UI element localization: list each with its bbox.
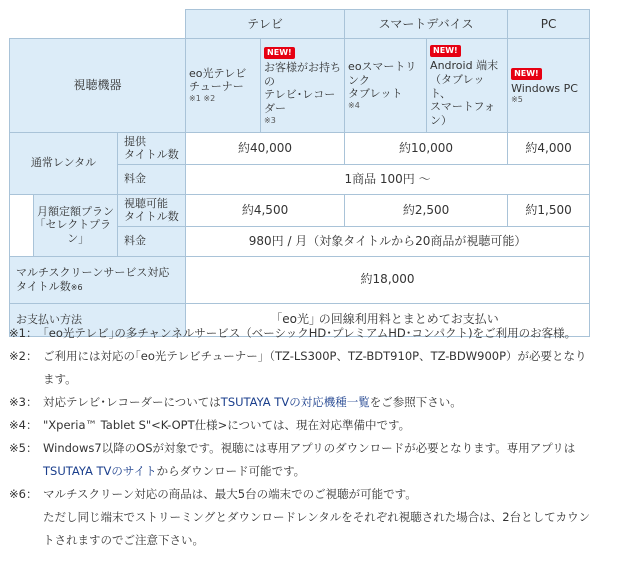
footnote-line: トされますのでご注意下さい。 bbox=[43, 533, 204, 547]
supported-devices-link[interactable]: TSUTAYA TVの対応機種一覧 bbox=[220, 395, 370, 409]
footnote-mark: ※1： bbox=[9, 326, 38, 340]
footnote-1 bbox=[9, 322, 637, 345]
footnote-text bbox=[43, 437, 637, 483]
device-eo-tv-tuner bbox=[186, 39, 261, 133]
monthly-price: 980円 / 月（対象タイトルから20商品が視聴可能） bbox=[186, 226, 590, 256]
device-note: ※5 bbox=[511, 95, 523, 105]
footnote-text-post: からダウンロード可能です。 bbox=[156, 464, 306, 478]
payment-label: お支払い方法 bbox=[10, 303, 186, 336]
multiscreen-label-cell bbox=[10, 256, 186, 303]
corner-blank bbox=[10, 10, 186, 39]
footnote-6 bbox=[9, 483, 637, 552]
device-name: Windows PC bbox=[511, 81, 578, 95]
regular-price: 1商品 100円 〜 bbox=[186, 164, 590, 194]
footnote-text: "Xperia™ Tablet S"<K-OPT仕様>については、現在対応準備中です。 bbox=[43, 418, 411, 432]
regular-titles-smart: 約10,000 bbox=[345, 132, 508, 164]
devices-label: 視聴機器 bbox=[10, 39, 186, 133]
new-badge: NEW! bbox=[264, 47, 295, 59]
device-name: eoスマートリンク タブレット bbox=[348, 59, 417, 101]
footnote-text bbox=[43, 483, 637, 552]
footnote-text-pre: 対応テレビ･レコーダーについては bbox=[43, 395, 221, 409]
footnote-line: マルチスクリーン対応の商品は、最大5台の端末でのご視聴が可能です。 bbox=[43, 487, 417, 501]
footnote-mark: ※4： bbox=[9, 418, 38, 432]
rental-comparison-table bbox=[9, 9, 590, 337]
monthly-titles-smart: 約2,500 bbox=[345, 194, 508, 226]
multiscreen-value: 約18,000 bbox=[186, 256, 590, 303]
monthly-indent bbox=[10, 194, 34, 256]
footnote-5 bbox=[9, 437, 637, 483]
footnote-line: ます。 bbox=[43, 372, 77, 386]
footnote-text-post: をご参照下さい。 bbox=[369, 395, 462, 409]
footnote-2 bbox=[9, 345, 637, 391]
device-note: ※3 bbox=[264, 115, 276, 125]
device-name: お客様がお持ちの テレビ･レコーダー bbox=[264, 60, 342, 116]
new-badge: NEW! bbox=[511, 68, 542, 80]
footnote-4 bbox=[9, 414, 637, 437]
footnote-mark: ※3： bbox=[9, 395, 38, 409]
footnote-mark: ※6： bbox=[9, 487, 38, 501]
monthly-plan-label: 月額定額プラン ｢セレクトプラン｣ bbox=[34, 194, 118, 256]
new-badge: NEW! bbox=[430, 45, 461, 57]
regular-titles-tv: 約40,000 bbox=[186, 132, 345, 164]
footnote-line: ただし同じ端末でストリーミングとダウンロードレンタルをそれぞれ視聴された場合は、2台としてカウン bbox=[43, 510, 591, 524]
footnote-text: ｢eo光テレビ｣の多チャンネルサービス（ベーシックHD･プレミアムHD･コンパクト)をご利用のお客様。 bbox=[43, 326, 577, 340]
payment-value: ｢eo光｣ の回線利用料とまとめてお支払い bbox=[186, 303, 590, 336]
monthly-titles-label: 視聴可能 タイトル数 bbox=[118, 194, 186, 226]
device-note: ※1 ※2 bbox=[189, 94, 216, 104]
device-note: ※4 bbox=[348, 101, 360, 110]
monthly-titles-tv: 約4,500 bbox=[186, 194, 345, 226]
footnote-text bbox=[43, 391, 637, 414]
device-windows-pc bbox=[508, 39, 590, 133]
device-own-tv-recorder bbox=[261, 39, 345, 133]
device-name: Android 端末 （タブレット、 スマートフォン） bbox=[430, 59, 499, 127]
footnotes bbox=[9, 322, 637, 552]
multiscreen-note: ※6 bbox=[70, 282, 83, 292]
regular-titles-label: 提供 タイトル数 bbox=[118, 132, 186, 164]
header-smart-device: スマートデバイス bbox=[345, 10, 508, 39]
header-tv: テレビ bbox=[186, 10, 345, 39]
footnote-line: ご利用には対応の｢eo光テレビチューナー｣（TZ-LS300P、TZ-BDT910P、TZ-BDW900P）が必要となり bbox=[43, 349, 587, 363]
monthly-price-label: 料金 bbox=[118, 226, 186, 256]
device-eo-smartlink-tablet bbox=[345, 39, 427, 133]
regular-titles-pc: 約4,000 bbox=[508, 132, 590, 164]
multiscreen-label: マルチスクリーンサービス対応 タイトル数 bbox=[16, 266, 170, 293]
footnote-mark: ※2： bbox=[9, 349, 38, 363]
monthly-titles-pc: 約1,500 bbox=[508, 194, 590, 226]
device-android bbox=[427, 39, 508, 133]
tsutaya-tv-site-link[interactable]: TSUTAYA TVのサイト bbox=[43, 464, 157, 478]
header-pc: PC bbox=[508, 10, 590, 39]
footnote-mark: ※5： bbox=[9, 441, 38, 455]
regular-price-label: 料金 bbox=[118, 164, 186, 194]
footnote-text bbox=[43, 345, 637, 391]
device-name: eo光テレビ チューナー bbox=[189, 66, 247, 94]
footnote-line: Windows7以降のOSが対象です。視聴には専用アプリのダウンロードが必要となります。専用アプリは bbox=[43, 441, 576, 455]
regular-rental-label: 通常レンタル bbox=[10, 132, 118, 194]
footnote-3 bbox=[9, 391, 637, 414]
